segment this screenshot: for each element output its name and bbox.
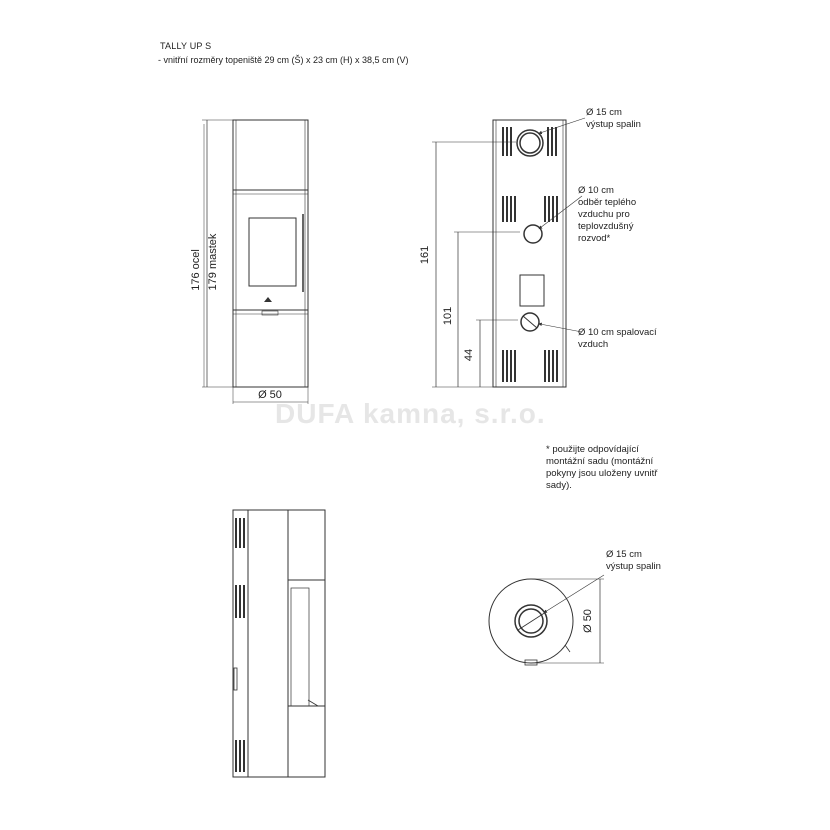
rear-access-panel xyxy=(520,275,544,306)
front-door-glass xyxy=(249,218,296,286)
front-diameter: Ø 50 xyxy=(258,389,282,401)
side-door-profile xyxy=(291,588,309,706)
rear-dim-101: 101 xyxy=(442,306,454,326)
top-diameter: Ø 50 xyxy=(582,609,594,633)
rear-warm-air-outlet xyxy=(524,225,542,243)
rear-combustion-label-1: Ø 10 cm spalovací xyxy=(578,327,657,338)
rear-warm-air-label-2: odběr teplého xyxy=(578,197,637,208)
note-line-2: montážní sadu (montážní xyxy=(546,456,654,467)
product-title: TALLY UP S xyxy=(160,41,212,51)
rear-stove-body xyxy=(493,120,566,387)
rear-warm-air-label-4: teplovzdušný xyxy=(578,221,634,232)
rear-flue-outlet xyxy=(517,130,543,156)
logo-mark xyxy=(264,297,272,302)
rear-warm-air-label-3: vzduchu pro xyxy=(578,209,630,220)
note-line-3: pokyny jsou uloženy uvnitř xyxy=(546,468,658,479)
installation-note xyxy=(546,444,657,492)
side-stove-body xyxy=(233,510,325,777)
note-line-4: sady). xyxy=(546,480,572,491)
watermark: DUFA kamna, s.r.o. xyxy=(275,398,546,429)
front-height-steel: 176 ocel xyxy=(190,249,202,291)
rear-combustion-label-2: vzduch xyxy=(578,339,609,350)
top-flue-outlet xyxy=(515,605,547,637)
rear-view xyxy=(432,118,585,387)
top-flue-label-2: výstup spalin xyxy=(606,561,661,572)
note-line-1: * použijte odpovídající xyxy=(546,444,639,455)
rear-warm-air-label-5: rozvod* xyxy=(578,233,611,244)
rear-dim-44: 44 xyxy=(463,348,475,362)
top-flue-label-1: Ø 15 cm xyxy=(606,549,642,560)
rear-warm-air-label-1: Ø 10 cm xyxy=(578,185,614,196)
side-view xyxy=(233,510,325,777)
rear-flue-label-2: výstup spalin xyxy=(586,119,641,130)
top-stove-outline xyxy=(489,579,573,663)
front-height-soapstone: 179 mastek xyxy=(207,233,219,291)
firebox-dimensions: - vnitřní rozměry topeniště 29 cm (Š) x 23 cm (H) x 38,5 cm (V) xyxy=(158,55,409,65)
rear-dim-161: 161 xyxy=(419,245,431,265)
rear-flue-label-1: Ø 15 cm xyxy=(586,107,622,118)
front-stove-body xyxy=(233,120,308,387)
